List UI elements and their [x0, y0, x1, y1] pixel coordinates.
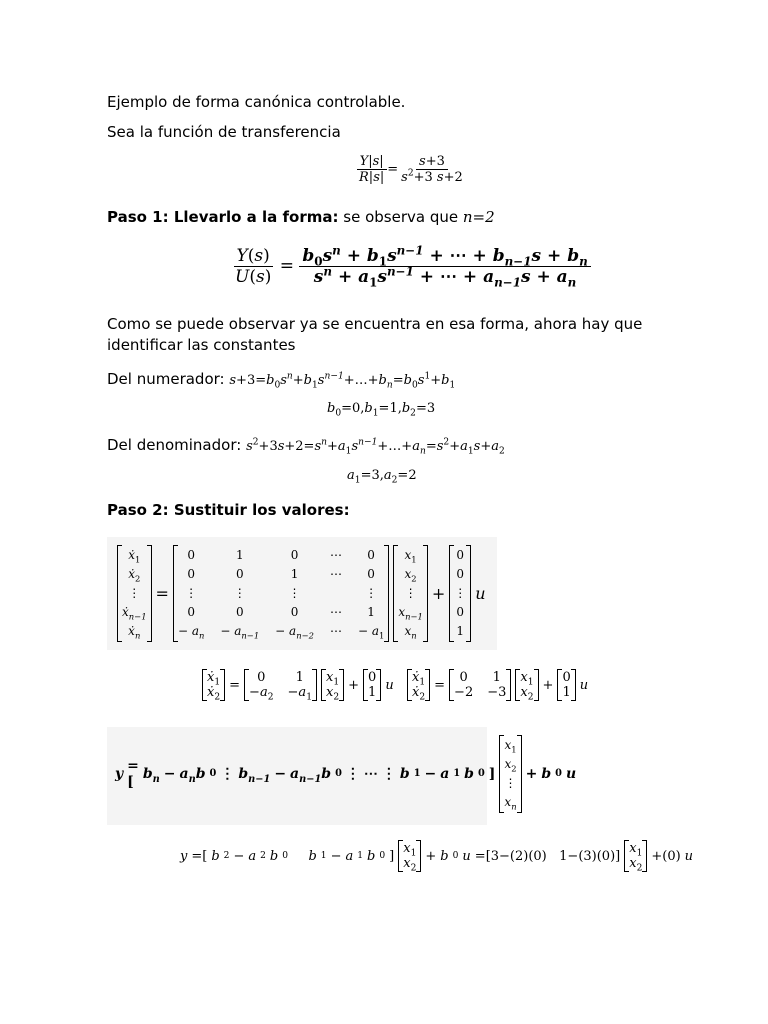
- numerator-line: Del numerador: $s+3=b_0s^n+b_1s^{n-1}+\dots+b_n=b_0s^1+b_1$: [107, 370, 456, 391]
- transfer-function: $\frac{Y|s|}{R|s|}$ = $\frac{s+3}{s^2+3 s+2}$: [356, 154, 466, 185]
- title-text: Ejemplo de forma canónica controlable.: [107, 93, 406, 111]
- step1-line: [107, 207, 495, 227]
- denominator-constants: $a_1=3,a_2=2$: [347, 468, 417, 486]
- state-equation-general: ẋ$_1$ ẋ$_2$ ⋮ ẋ$_{n-1}$ ẋ$_n$ = 0 1 0 ⋯ 0 0 0 1 ⋯ 0 ⋮ ⋮ ⋮ ⋮ 0 0 0 ⋯ 1 − $a_n$ − $a_{n-1}$ − $a_{n-2}$ ⋯ − $a_1$ $x_1$ $x_2$ ⋮ $x_{n-1}$ $x_n$ + 0 0 ⋮ 0 1 u: [107, 537, 497, 650]
- numerator-label: Del numerador:: [107, 370, 225, 388]
- output-equation-numeric: y =[ b 2 − a 2 b 0 b 1 − a 1 b 0 ] $x_1$ $x_2$ + b 0 u =[3−(2)(0) 1−(3)(0)] $x_1$ $x_2$ +(0) u: [180, 841, 694, 874]
- step1-label: Paso 1: Llevarlo a la forma:: [107, 208, 339, 226]
- intro-text: Sea la función de transferencia: [107, 123, 341, 141]
- numerator-constants: $b_0=0,b_1=1,b_2=3$: [327, 401, 436, 419]
- output-equation-general: y = [ $b_n$ − $a_nb$ 0 ⋮ $b_{n-1}$ − $a_{n-1}b$ 0 ⋮ ⋯ ⋮ b 1 − a 1 b 0 ] $x_1$ $x_2$ ⋮ $x_n$ + b 0 u: [107, 727, 487, 825]
- step2-label: Paso 2: Sustituir los valores:: [107, 501, 350, 519]
- denominator-line: Del denominador: $s^2+3s+2=s^n+a_1s^{n-1}+\dots+a_n=s^2+a_1s+a_2$: [107, 436, 505, 457]
- state-equation-numeric: ẋ$_1$ ẋ$_2$ = 0 1 −2 −3 $x_1$ $x_2$ + 0 1 u: [407, 669, 588, 701]
- general-transfer-form: $\frac{Y(s)}{U(s)}$ = $\frac{b_0s^n + b_1s^{n-1} + \cdots + b_{n-1}s + b_n}{s^n + a_1s^{n-1} + \cdots + a_{n-1}s + a_n}$: [232, 246, 591, 287]
- denominator-label: Del denominador:: [107, 436, 242, 454]
- step1-math: n=2: [462, 208, 495, 226]
- observe-text: Como se puede observar ya se encuentra en esa forma, ahora hay que identificar las constantes: [107, 315, 643, 354]
- state-equation-symbolic: ẋ$_1$ ẋ$_2$ = 0 1 $-a_2$ $-a_1$ $x_1$ $x_2$ + 0 1 u: [202, 669, 394, 701]
- step1-text: se observa que: [343, 208, 459, 226]
